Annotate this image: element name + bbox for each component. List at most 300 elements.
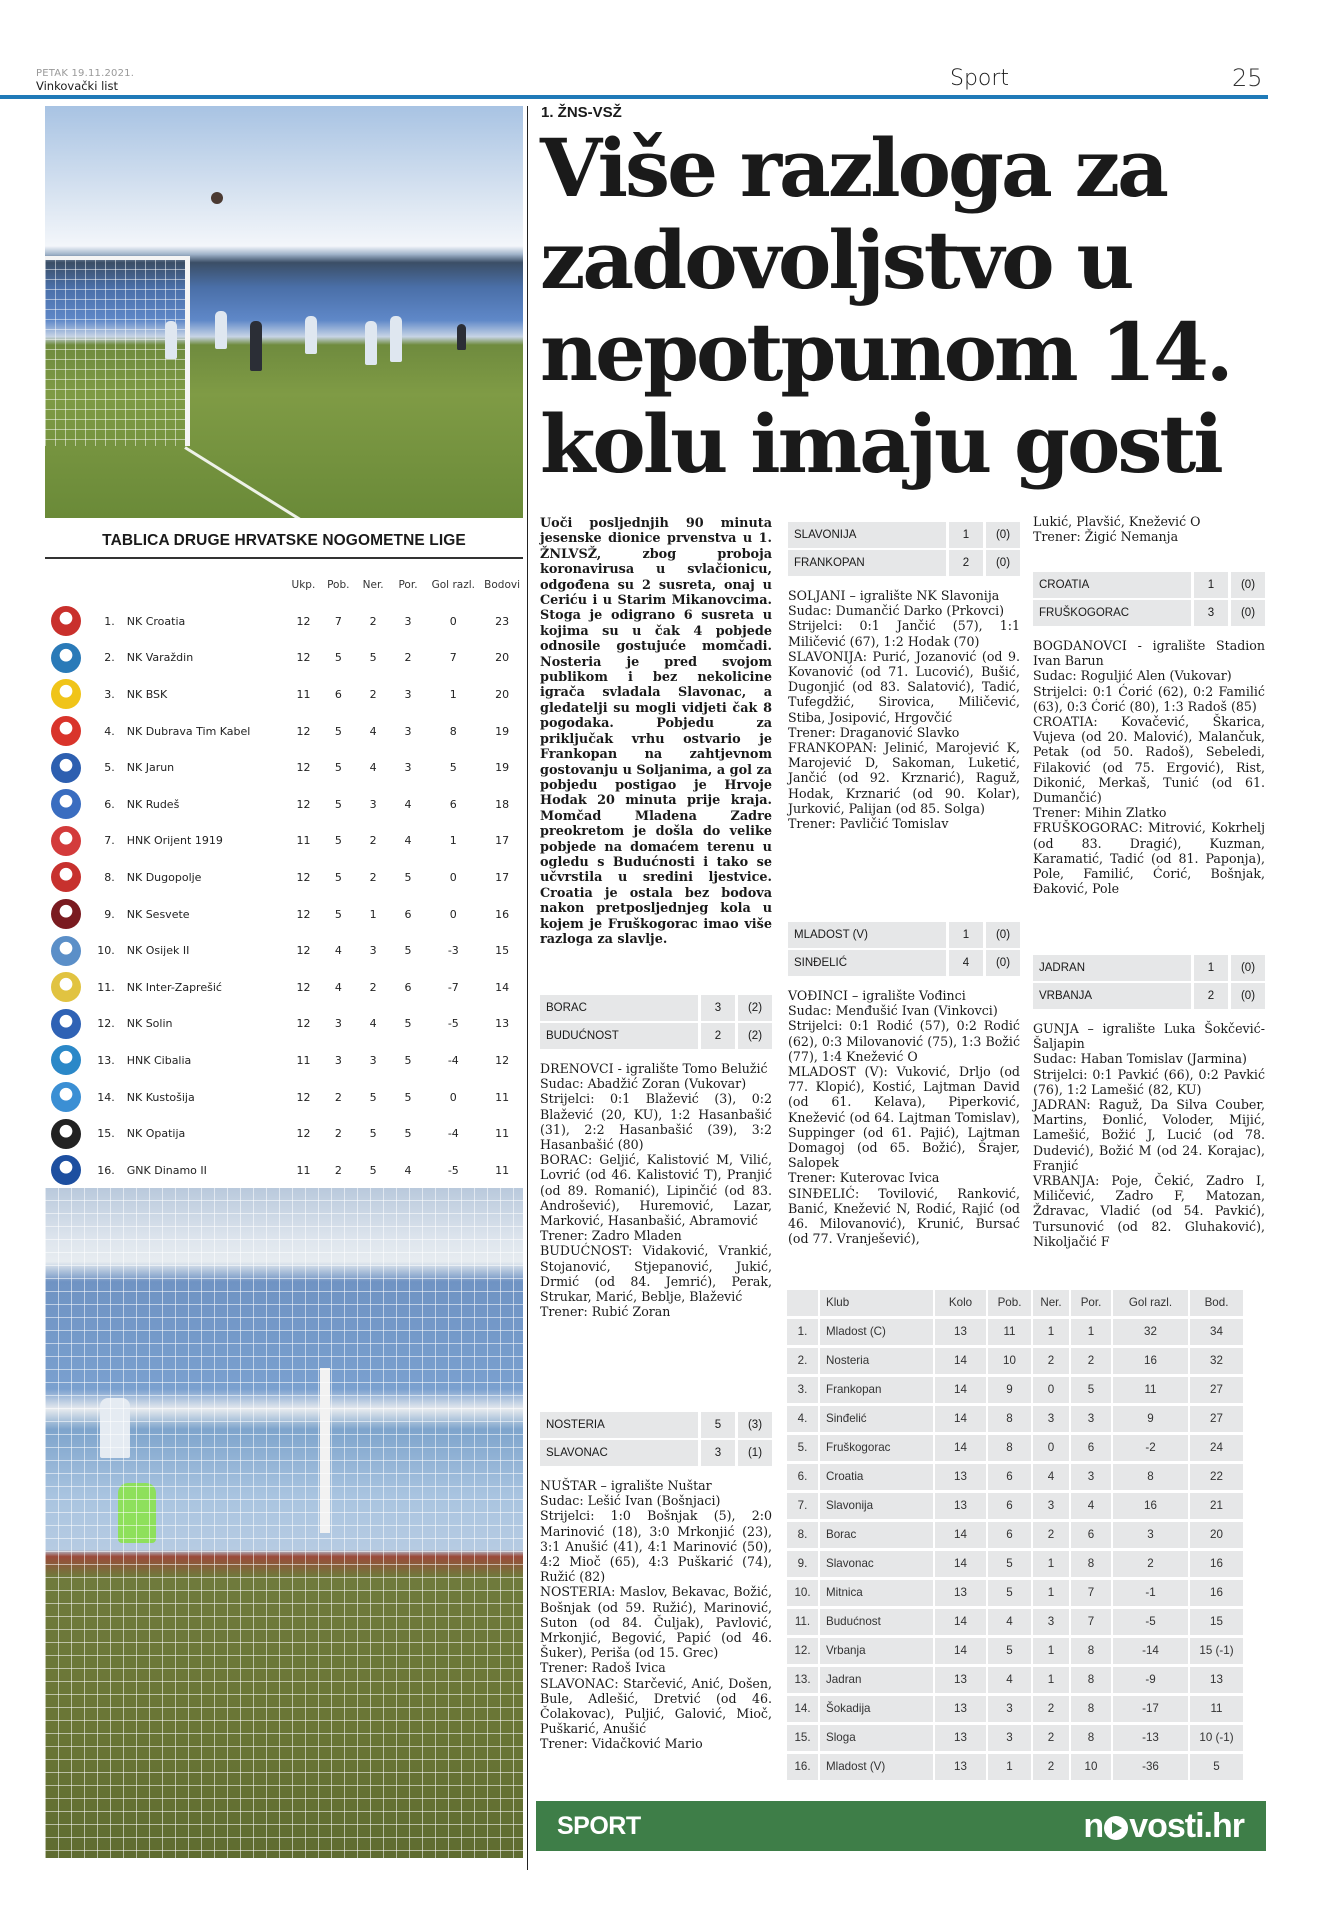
wins: 6 [988, 1493, 1031, 1519]
score-box [1033, 983, 1265, 1009]
played: 12 [296, 761, 311, 775]
home-goals: 3 [701, 995, 735, 1021]
draws: 1 [1033, 1667, 1069, 1693]
goal-difference: 1 [449, 834, 457, 848]
club-name: Slavonac [820, 1551, 933, 1577]
rank: 13. [787, 1667, 818, 1693]
goal-difference: -7 [447, 980, 459, 994]
wins: 6 [334, 687, 342, 701]
table-row [787, 1638, 1259, 1664]
table-row [45, 1115, 523, 1152]
losses: 1 [1071, 1319, 1111, 1345]
issue-date: PETAK 19.11.2021. [36, 68, 135, 79]
match-report-continuation [1033, 514, 1265, 544]
losses: 4 [1071, 1493, 1111, 1519]
match-report-text [788, 988, 1020, 1246]
played: 12 [296, 797, 311, 811]
draws: 1 [369, 907, 377, 921]
osijek-crest-icon [51, 936, 81, 966]
report-line: FRUŠKOGORAC: Mitrović, Kokrhelj (od 83. Dragić), Kuzman, Karamatić, Tadić (od 81. Paponja), Pole, Familić, Ćorić, Bošnjak, Đaković, Pole [1033, 820, 1265, 897]
goal-difference: 0 [449, 907, 457, 921]
rank: 2. [104, 651, 115, 665]
page-number: 25 [1232, 64, 1263, 92]
home-team: NOSTERIA [540, 1412, 698, 1438]
points: 10 (-1) [1190, 1725, 1243, 1751]
column-header: Klub [820, 1290, 933, 1316]
table-row [45, 1152, 523, 1189]
rank: 7. [104, 834, 115, 848]
rounds: 13 [935, 1319, 986, 1345]
brand-suffix: vosti.hr [1129, 1806, 1244, 1845]
column-divider [527, 106, 528, 1870]
wins: 5 [988, 1638, 1031, 1664]
report-line: JADRAN: Raguž, Da Silva Couber, Martins, Đonlić, Voloder, Mijić, Lamešić, Božić J, Lucić (od 78. Dudević), Božić M (od 24. Korajac), Franjić [1033, 1097, 1265, 1173]
rank: 16. [97, 1163, 115, 1177]
column-header [787, 1290, 818, 1316]
away-halftime: (0) [986, 550, 1020, 576]
draws: 1 [1033, 1319, 1069, 1345]
report-line: Strijelci: 0:1 Rodić (57), 0:2 Rodić (62), 0:3 Milovanović (75), 1:3 Božić (77), 1:4 Knežević O [788, 1018, 1020, 1064]
rank: 5. [787, 1435, 818, 1461]
losses: 2 [1071, 1348, 1111, 1374]
played: 12 [296, 907, 311, 921]
rank: 10. [787, 1580, 818, 1606]
rounds: 13 [935, 1696, 986, 1722]
header-rule [0, 95, 1268, 99]
score-box [540, 1023, 772, 1049]
points: 5 [1190, 1754, 1243, 1780]
score-box [788, 522, 1020, 548]
wins: 5 [334, 761, 342, 775]
points: 34 [1190, 1319, 1243, 1345]
goal-difference: -2 [1113, 1435, 1188, 1461]
draws: 3 [369, 797, 377, 811]
goal-difference: 3 [1113, 1522, 1188, 1548]
rounds: 14 [935, 1377, 986, 1403]
report-line: BOGDANOVCI - igralište Stadion Ivan Barun [1033, 638, 1265, 669]
away-team: SLAVONAC [540, 1440, 698, 1466]
goal-difference: 16 [1113, 1493, 1188, 1519]
points: 22 [1190, 1464, 1243, 1490]
table-row [45, 932, 523, 969]
goal-difference: 32 [1113, 1319, 1188, 1345]
column-header: Bod. [1190, 1290, 1243, 1316]
draws: 4 [369, 1017, 377, 1031]
wins: 5 [334, 651, 342, 665]
losses: 8 [1071, 1638, 1111, 1664]
player-shape [365, 321, 377, 365]
wins: 5 [988, 1580, 1031, 1606]
losses: 3 [404, 614, 412, 628]
club-name: Vrbanja [820, 1638, 933, 1664]
score-box [540, 1412, 772, 1438]
points: 17 [495, 870, 510, 884]
wins: 8 [988, 1406, 1031, 1432]
score-box [788, 550, 1020, 576]
rank: 2. [787, 1348, 818, 1374]
dugopolje-crest-icon [51, 862, 81, 892]
rounds: 14 [935, 1348, 986, 1374]
home-team: CROATIA [1033, 572, 1191, 598]
match-report [540, 995, 772, 1319]
table-row [45, 640, 523, 677]
wins: 5 [334, 797, 342, 811]
points: 13 [495, 1017, 510, 1031]
losses: 3 [404, 687, 412, 701]
wins: 3 [334, 1017, 342, 1031]
wins: 1 [988, 1754, 1031, 1780]
goal-difference: -14 [1113, 1638, 1188, 1664]
report-line: Trener: Mihin Zlatko [1033, 805, 1167, 821]
club-name: NK BSK [126, 687, 168, 701]
points: 27 [1190, 1406, 1243, 1432]
report-line: GUNJA – igralište Luka Šokčević-Šaljapin [1033, 1021, 1265, 1052]
match-report [788, 522, 1020, 831]
draws: 3 [369, 944, 377, 958]
club-name: HNK Cibalia [126, 1053, 192, 1067]
score-box [788, 950, 1020, 976]
table-body [45, 603, 523, 1189]
banner-label: SPORT [557, 1811, 641, 1840]
home-team: SLAVONIJA [788, 522, 946, 548]
rounds: 13 [935, 1464, 986, 1490]
score-box [540, 995, 772, 1021]
away-goals: 4 [949, 950, 983, 976]
goal-difference: -4 [447, 1053, 459, 1067]
points: 19 [495, 761, 510, 775]
goal-difference: 7 [449, 651, 457, 665]
dubrava-crest-icon [51, 716, 81, 746]
report-line: Sudac: Haban Tomislav (Jarmina) [1033, 1051, 1247, 1067]
home-goals: 1 [949, 922, 983, 948]
losses: 6 [1071, 1435, 1111, 1461]
club-name: NK Inter-Zaprešić [126, 980, 222, 994]
rounds: 14 [935, 1551, 986, 1577]
away-goals: 2 [949, 550, 983, 576]
away-team: FRUŠKOGORAC [1033, 600, 1191, 626]
losses: 6 [404, 980, 412, 994]
played: 11 [296, 1163, 311, 1177]
rank: 8. [104, 870, 115, 884]
wins: 5 [334, 834, 342, 848]
goal-difference: 0 [449, 870, 457, 884]
points: 20 [495, 687, 510, 701]
away-goals: 2 [701, 1023, 735, 1049]
goal-difference: 8 [1113, 1464, 1188, 1490]
losses: 5 [404, 870, 412, 884]
goal-difference: -9 [1113, 1667, 1188, 1693]
away-goals: 2 [1194, 983, 1228, 1009]
club-name: NK Dubrava Tim Kabel [126, 724, 251, 738]
league-table-2hnl [45, 520, 523, 1189]
club-name: Mladost (C) [820, 1319, 933, 1345]
match-report-text [540, 1061, 772, 1319]
draws: 2 [369, 834, 377, 848]
rank: 10. [97, 944, 115, 958]
report-line: Trener: Radoš Ivica [540, 1660, 666, 1676]
played: 12 [296, 724, 311, 738]
score-box [1033, 600, 1265, 626]
draws: 1 [1033, 1551, 1069, 1577]
away-goals: 3 [1194, 600, 1228, 626]
article-headline: Više razloga za zadovoljstvo u nepotpunom 14. kolu imaju gosti [540, 121, 1231, 491]
player-shape [215, 311, 227, 349]
novosti-logo[interactable] [1083, 1807, 1244, 1846]
draws: 2 [1033, 1522, 1069, 1548]
column-header: Ukp. [291, 579, 316, 591]
report-line: MLADOST (V): Vuković, Drljo (od 77. Klopić), Kostić, Lajtman David (od 61. Kelava), Piperković, Knežević (od 64. Lajtman Tomislav), Suppinger (od 61. Pajić), Lajtman Domagoj (od 65. Božić), Šrajer, Salopek [788, 1064, 1020, 1171]
played: 11 [296, 687, 311, 701]
table-row [787, 1580, 1259, 1606]
rounds: 13 [935, 1725, 986, 1751]
goal-difference: -13 [1113, 1725, 1188, 1751]
table-row [787, 1435, 1259, 1461]
rank: 11. [97, 980, 115, 994]
player-shape [305, 316, 317, 354]
report-line: SLAVONAC: Starčević, Anić, Došen, Bule, Adlešić, Dretvić (od 46. Čolakovac), Puljić, Galović, Mioč, Puškarić, Anušić [540, 1675, 772, 1737]
table-row [45, 749, 523, 786]
losses: 4 [404, 834, 412, 848]
points: 19 [495, 724, 510, 738]
table-body [787, 1319, 1259, 1780]
draws: 2 [369, 980, 377, 994]
club-name: Jadran [820, 1667, 933, 1693]
match-report-text [540, 1478, 772, 1752]
goal-difference: -36 [1113, 1754, 1188, 1780]
goal-difference: -3 [447, 944, 459, 958]
match-report [1033, 572, 1265, 896]
rank: 9. [787, 1551, 818, 1577]
table-row [45, 896, 523, 933]
goal-difference: 2 [1113, 1551, 1188, 1577]
club-name: Mladost (V) [820, 1754, 933, 1780]
rank: 14. [787, 1696, 818, 1722]
sport-banner[interactable] [536, 1801, 1266, 1851]
draws: 2 [1033, 1696, 1069, 1722]
draws: 3 [1033, 1406, 1069, 1432]
match-report-text [1033, 1021, 1265, 1249]
points: 11 [495, 1127, 510, 1141]
table-row [787, 1551, 1259, 1577]
rank: 11. [787, 1609, 818, 1635]
varazdin-crest-icon [51, 643, 81, 673]
rank: 15. [97, 1127, 115, 1141]
draws: 5 [369, 1090, 377, 1104]
goal-difference: -17 [1113, 1696, 1188, 1722]
away-halftime: (1) [738, 1440, 772, 1466]
report-line: BORAC: Geljić, Kalistović M, Vilić, Lovrić (od 46. Kalistović T), Pranjić (od 89. Romanić), Lipinčić (od 83. Androšević), Huremović, Lazar, Marković, Hasanbašić, Abramović [540, 1152, 772, 1229]
pitch-line-shape [184, 446, 406, 518]
report-line: SINĐELIĆ: Tovilović, Ranković, Banić, Knežević N, Rodić, Rajić (od 46. Milovanović), Krunić, Bursać (od 77. Vranješević), [788, 1185, 1020, 1247]
score-box [788, 922, 1020, 948]
losses: 4 [404, 797, 412, 811]
away-team: BUDUĆNOST [540, 1023, 698, 1049]
wins: 3 [334, 1053, 342, 1067]
table-row [787, 1667, 1259, 1693]
column-header: Pob. [988, 1290, 1031, 1316]
draws: 0 [1033, 1377, 1069, 1403]
table-row [787, 1609, 1259, 1635]
away-team: FRANKOPAN [788, 550, 946, 576]
match-report [788, 922, 1020, 1246]
wins: 6 [988, 1464, 1031, 1490]
rank: 3. [787, 1377, 818, 1403]
club-name: Mitnica [820, 1580, 933, 1606]
rounds: 14 [935, 1522, 986, 1548]
draws: 2 [369, 870, 377, 884]
report-line: Strijelci: 1:0 Bošnjak (5), 2:0 Marinović (18), 3:0 Mrkonjić (23), 3:1 Anušić (41), 4:1 Marinović (50), 4:2 Mioč (65), 4:3 Puškarić (74), Ružić (82) [540, 1508, 772, 1585]
rank: 9. [104, 907, 115, 921]
match-report [540, 1412, 772, 1752]
points: 16 [1190, 1580, 1243, 1606]
club-name: HNK Orijent 1919 [126, 834, 223, 848]
rank: 1. [787, 1319, 818, 1345]
table-row [45, 1079, 523, 1116]
report-line: Strijelci: 0:1 Jančić (57), 1:1 Miličević (67), 1:2 Hodak (70) [788, 618, 1020, 649]
table-row [787, 1348, 1259, 1374]
home-team: BORAC [540, 995, 698, 1021]
column-header: Ner. [362, 579, 384, 591]
table-row [45, 713, 523, 750]
jarun-crest-icon [51, 753, 81, 783]
table-row [45, 823, 523, 860]
score-box [540, 1440, 772, 1466]
home-team: MLADOST (V) [788, 922, 946, 948]
rank: 16. [787, 1754, 818, 1780]
wins: 4 [988, 1609, 1031, 1635]
wins: 3 [988, 1696, 1031, 1722]
played: 11 [296, 834, 311, 848]
club-name: Nosteria [820, 1348, 933, 1374]
points: 17 [495, 834, 510, 848]
club-name: Croatia [820, 1464, 933, 1490]
table-row [45, 603, 523, 640]
rounds: 13 [935, 1493, 986, 1519]
bsk-crest-icon [51, 679, 81, 709]
table-row [787, 1522, 1259, 1548]
club-name: GNK Dinamo II [126, 1163, 207, 1177]
home-halftime: (3) [738, 1412, 772, 1438]
report-line: Sudac: Roguljić Alen (Vukovar) [1033, 668, 1232, 684]
points: 20 [1190, 1522, 1243, 1548]
rank: 15. [787, 1725, 818, 1751]
rounds: 14 [935, 1609, 986, 1635]
table-row [787, 1464, 1259, 1490]
rank: 1. [104, 614, 115, 628]
rank: 4. [787, 1406, 818, 1432]
table-row [787, 1725, 1259, 1751]
losses: 7 [1071, 1609, 1111, 1635]
column-header: Por. [398, 579, 418, 591]
rounds: 13 [935, 1754, 986, 1780]
points: 12 [495, 1053, 510, 1067]
goal-difference: 0 [449, 614, 457, 628]
draws: 5 [369, 1163, 377, 1177]
rank: 14. [97, 1090, 115, 1104]
club-name: Slavonija [820, 1493, 933, 1519]
losses: 8 [1071, 1667, 1111, 1693]
draws: 1 [1033, 1580, 1069, 1606]
rudes-crest-icon [51, 789, 81, 819]
sesvete-crest-icon [51, 899, 81, 929]
column-header: Ner. [1033, 1290, 1069, 1316]
goal-difference: 5 [449, 761, 457, 775]
report-line: Sudac: Lešić Ivan (Bošnjaci) [540, 1493, 721, 1509]
away-halftime: (0) [1231, 983, 1265, 1009]
away-halftime: (0) [1231, 600, 1265, 626]
player-shape [457, 324, 466, 350]
match-report-text [1033, 638, 1265, 896]
club-name: NK Rudeš [126, 797, 180, 811]
column-header: Gol razl. [431, 579, 475, 591]
rounds: 14 [935, 1638, 986, 1664]
draws: 4 [369, 724, 377, 738]
brand-prefix: n [1083, 1806, 1104, 1845]
played: 12 [296, 944, 311, 958]
losses: 5 [1071, 1377, 1111, 1403]
ball-shape [211, 192, 223, 204]
wins: 6 [988, 1522, 1031, 1548]
played: 12 [296, 980, 311, 994]
draws: 5 [369, 1127, 377, 1141]
losses: 4 [404, 1163, 412, 1177]
points: 21 [1190, 1493, 1243, 1519]
wins: 4 [988, 1667, 1031, 1693]
club-name: Borac [820, 1522, 933, 1548]
home-goals: 1 [1194, 572, 1228, 598]
losses: 5 [404, 1017, 412, 1031]
points: 11 [1190, 1696, 1243, 1722]
played: 12 [296, 1127, 311, 1141]
points: 15 (-1) [1190, 1638, 1243, 1664]
column-header: Pob. [327, 579, 350, 591]
rank: 5. [104, 761, 115, 775]
club-name: NK Solin [126, 1017, 173, 1031]
report-line: CROATIA: Kovačević, Škarica, Vujeva (od 20. Malović), Malančuk, Petak (od 50. Radoš), Sebeledi, Filaković (od 75. Ergović), Rist, Dikonić, Merkaš, Tunić (od 61. Dumančić) [1033, 714, 1265, 806]
losses: 3 [404, 761, 412, 775]
losses: 2 [404, 651, 412, 665]
club-name: Budućnost [820, 1609, 933, 1635]
played: 12 [296, 1017, 311, 1031]
goal-difference: 9 [1113, 1406, 1188, 1432]
table-row [45, 1006, 523, 1043]
away-goals: 3 [701, 1440, 735, 1466]
club-name: Šokadija [820, 1696, 933, 1722]
draws: 4 [369, 761, 377, 775]
points: 11 [495, 1163, 510, 1177]
table-row [45, 969, 523, 1006]
home-goals: 5 [701, 1412, 735, 1438]
cibalia-crest-icon [51, 1045, 81, 1075]
rank: 4. [104, 724, 115, 738]
home-team: JADRAN [1033, 955, 1191, 981]
losses: 5 [404, 1127, 412, 1141]
played: 12 [296, 1090, 311, 1104]
report-line: FRANKOPAN: Jelinić, Marojević K, Marojević D, Sakoman, Luketić, Jančić (od 92. Krznarić), Raguž, Hodak, Krznarić (od 90. Kolar), Jurković, Palijan (od 85. Solga) [788, 740, 1020, 816]
points: 18 [495, 797, 510, 811]
draws: 4 [1033, 1464, 1069, 1490]
points: 15 [495, 944, 510, 958]
losses: 5 [404, 944, 412, 958]
report-line: Trener: Žigić Nemanja [1033, 529, 1179, 545]
report-line: NOSTERIA: Maslov, Bekavac, Božić, Bošnjak (od 59. Ružić), Marinović, Suton (od 84. Čuljak), Pavlović, Mrkonjić, Begović, Papić (od 46. Šuker), Periša (od 15. Grec) [540, 1584, 772, 1661]
newspaper-name: Vinkovački list [36, 79, 118, 93]
points: 24 [1190, 1435, 1243, 1461]
table-row [45, 1042, 523, 1079]
table-header-row [787, 1290, 1259, 1316]
player-shape [165, 321, 177, 359]
rounds: 14 [935, 1435, 986, 1461]
